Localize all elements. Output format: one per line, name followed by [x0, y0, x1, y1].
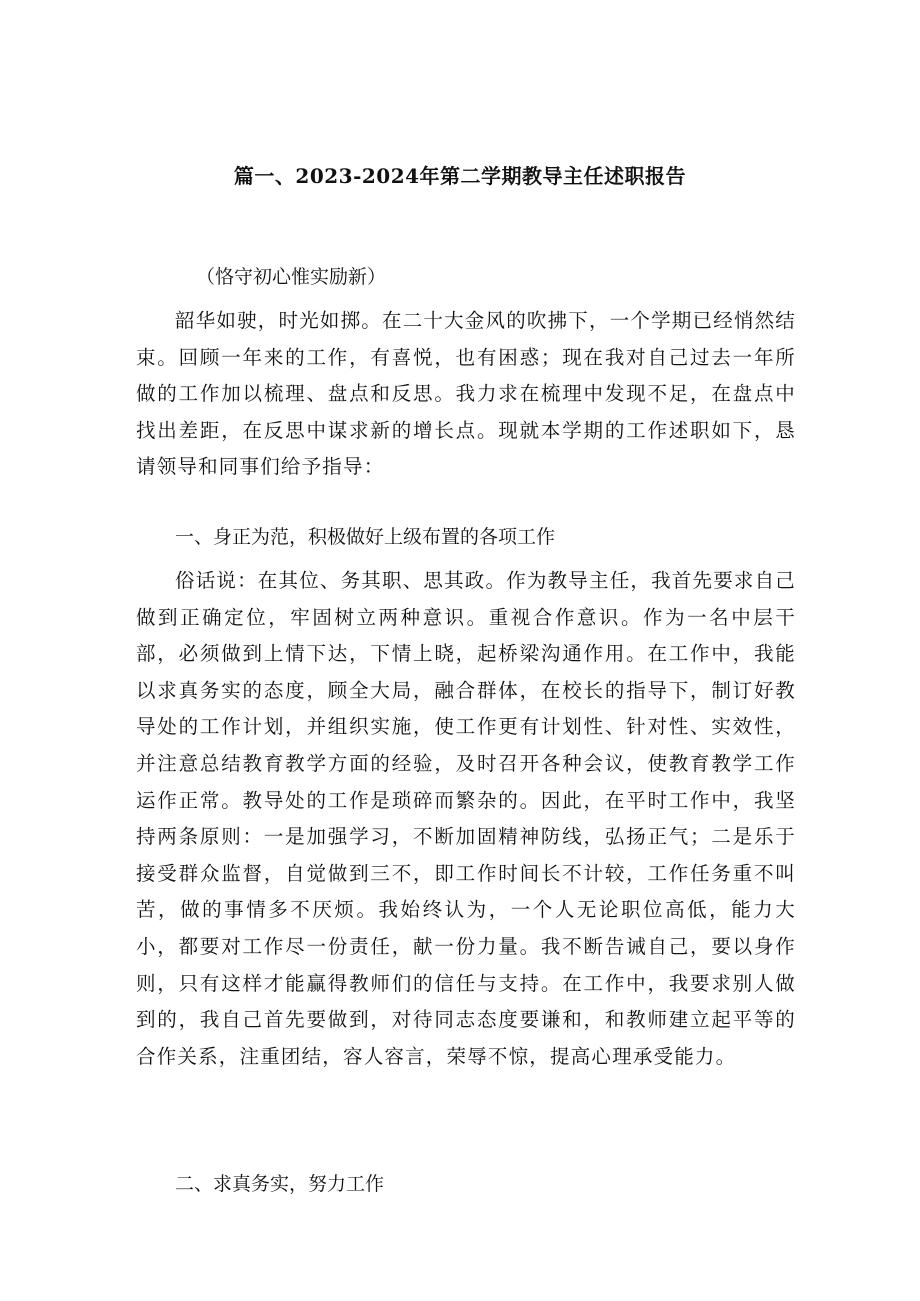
document-subtitle: （恪守初心惟实励新） — [196, 266, 387, 288]
section-heading-2: 二、求真务实，努力工作 — [175, 1173, 385, 1195]
paragraph-intro: 韶华如驶，时光如掷。在二十大金风的吹拂下，一个学期已经悄然结束。回顾一年来的工作，有喜悦，也有困惑；现在我对自己过去一年所做的工作加以梳理、盘点和反思。我力求在梳理中发现不足，在盘点中找出差距，在反思中谋求新的增长点。现就本学期的工作述职如下，恳请领导和同事们给予指导： — [136, 309, 797, 479]
section-heading-1: 一、身正为范，积极做好上级布置的各项工作 — [175, 526, 556, 548]
paragraph-section-1: 俗话说：在其位、务其职、思其政。作为教导主任，我首先要求自己做到正确定位，牢固树立两种意识。重视合作意识。作为一名中层干部，必须做到上情下达，下情上晓，起桥梁沟通作用。在工作中，我能以求真务实的态度，顾全大局，融合群体，在校长的指导下，制订好教导处的工作计划，并组织实施，使工作更有计划性、针对性、实效性，并注意总结教育教学方面的经验，及时召开各种会议，使教育教学工作运作正常。教导处的工作是琐碎而繁杂的。因此，在平时工作中，我坚持两条原则：一是加强学习，不断加固精神防线，弘扬正气；二是乐于接受群众监督，自觉做到三不，即工作时间长不计较，工作任务重不叫苦，做的事情多不厌烦。我始终认为，一个人无论职位高低，能力大小，都要对工作尽一份责任，献一份力量。我不断告诫自己，要以身作则，只有这样才能赢得教师们的信任与支持。在工作中，我要求别人做到的，我自己首先要做到，对待同志态度要谦和，和教师建立起平等的合作关系，注重团结，容人容言，荣辱不惊，提高心理承受能力。 — [136, 569, 797, 1068]
document-title: 篇一、2023-2024年第二学期教导主任述职报告 — [233, 164, 687, 188]
